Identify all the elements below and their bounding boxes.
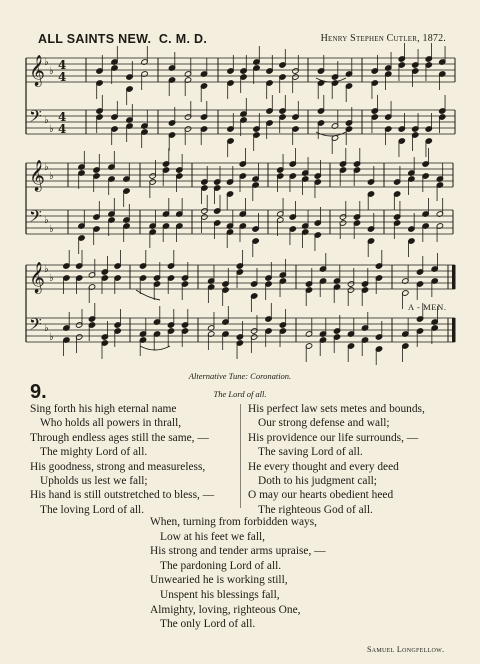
flat-sign: ♭ — [44, 215, 49, 226]
time-signature: 4 — [58, 58, 67, 72]
treble-clef: 𝄞 — [29, 55, 45, 86]
verse-right — [248, 402, 425, 517]
verse-line: When, turning from forbidden ways, — [150, 516, 318, 528]
hymn-number: 9. — [30, 381, 47, 403]
verse-line: Low at his feet we fall, — [160, 530, 266, 543]
verse-line: The only Lord of all. — [160, 618, 256, 631]
verse-line: Sing forth his high eternal name — [30, 403, 177, 415]
verse-line: His providence our life surrounds, — — [248, 431, 419, 444]
verse-line: The loving Lord of all. — [40, 503, 145, 516]
flat-sign: ♭ — [44, 323, 49, 334]
treble-clef: 𝄞 — [29, 160, 45, 191]
verse-line: His perfect law sets metes and bounds, — [248, 403, 425, 415]
flat-sign: ♭ — [49, 224, 54, 235]
bass-clef: 𝄢 — [29, 106, 42, 130]
verse-line: Through endless ages still the same, — — [30, 431, 209, 444]
verse-bottom — [150, 515, 326, 632]
verse-line: Upholds us lest we fall; — [40, 475, 148, 488]
composer-credit: Henry Stephen Cutler, 1872. — [320, 33, 446, 44]
time-signature: 4 — [58, 110, 67, 124]
flat-sign: ♭ — [49, 171, 54, 182]
tune-meter: C. M. D. — [158, 32, 208, 46]
amen-label: A - MEN. — [408, 302, 447, 312]
column-divider — [240, 404, 241, 508]
verse-line: Our strong defense and wall; — [258, 417, 390, 430]
flat-sign: ♭ — [49, 124, 54, 135]
verse-line: Doth to his judgment call; — [258, 475, 377, 488]
tie — [140, 346, 170, 350]
flat-sign: ♭ — [44, 57, 49, 68]
flat-sign: ♭ — [49, 273, 54, 284]
flat-sign: ♭ — [49, 66, 54, 77]
verse-line: The mighty Lord of all. — [40, 446, 148, 459]
final-barline — [452, 265, 455, 289]
verse-line: The righteous God of all. — [258, 503, 373, 516]
verse-line: His strong and tender arms upraise, — — [150, 545, 326, 558]
flat-sign: ♭ — [44, 264, 49, 275]
verse-line: O may our hearts obedient heed — [248, 489, 394, 502]
verse-line: Almighty, loving, righteous One, — [150, 603, 301, 616]
verse-line: He every thought and every deed — [248, 460, 399, 473]
verse-line: The pardoning Lord of all. — [160, 559, 282, 572]
verse-line: His hand is still outstretched to bless, — — [30, 489, 215, 502]
bass-clef: 𝄢 — [29, 206, 42, 230]
flat-sign: ♭ — [44, 115, 49, 126]
tie — [136, 290, 160, 300]
final-barline — [452, 318, 455, 342]
verse-line: The saving Lord of all. — [258, 446, 363, 459]
hymn-title: The Lord of all. — [213, 389, 267, 399]
alternative-tune: Alternative Tune: Coronation. — [188, 371, 292, 381]
author-credit: Samuel Longfellow. — [367, 645, 445, 654]
time-signature: 4 — [58, 70, 67, 84]
verse-line: His goodness, strong and measureless, — [30, 460, 206, 473]
treble-clef: 𝄞 — [29, 262, 45, 293]
verse-line: Unspent his blessings fall, — [160, 588, 280, 601]
bass-clef: 𝄢 — [29, 314, 42, 338]
time-signature: 4 — [58, 122, 67, 136]
flat-sign: ♭ — [44, 162, 49, 173]
flat-sign: ♭ — [49, 332, 54, 343]
verse-line: Who holds all powers in thrall, — [40, 417, 182, 430]
tune-name: ALL SAINTS NEW. — [38, 32, 152, 46]
verse-left — [30, 402, 214, 517]
verse-line: Unwearied he is working still, — [150, 574, 288, 587]
